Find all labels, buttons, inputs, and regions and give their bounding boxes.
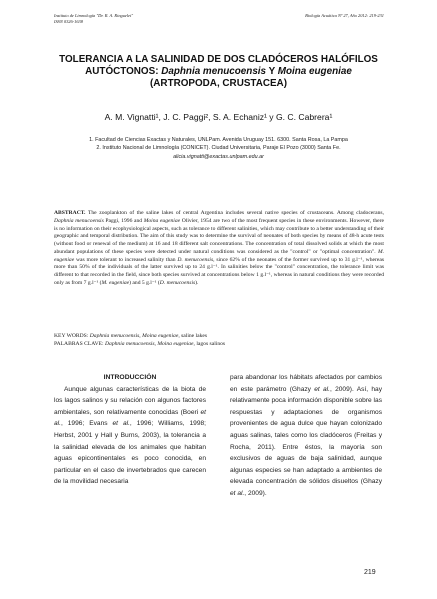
abstract-species: Moina eugeniae — [143, 217, 181, 224]
abstract-species: D. menucoensis — [177, 256, 214, 263]
author-email: alicia.vignatti@exactas.unlpam.edu.ar — [173, 153, 264, 160]
citation: Boeri — [182, 408, 201, 416]
journal-header-right: Biología Acuática Nº 27, Año 2012: 219-231 — [305, 13, 384, 18]
affiliation-1: 1. Facultad de Ciencias Exactas y Naturales, UNLPam. Avenida Uruguay 151. 6300. Santa Rosa, La Pampa — [89, 137, 348, 143]
intro-text: , 1996; Williams, 1998; Herbst, 2001 y Hall y Burns, 2003), la tolerancia a la salinidad elevada de los animales que habitan aguas epicontinentales es poco conocida, en particular en el caso de invertebrados que carecen de la movilidad necesaria — [54, 420, 206, 486]
palabras-clave — [54, 341, 384, 349]
body-column-left — [54, 372, 206, 488]
title-line-1: TOLERANCIA A LA SALINIDAD DE DOS CLADÓCEROS HALÓFILOS — [59, 54, 378, 65]
palabras-species: Daphnia menucoensis, Moina eugeniae — [104, 341, 194, 347]
issn: ISSN 0326-1638 — [54, 18, 83, 24]
abstract-species: D. menucoensis — [159, 279, 196, 286]
intro-text: , 1996; — [60, 420, 90, 428]
journal-header-left — [54, 13, 133, 24]
palabras-label: PALABRAS CLAVE: — [54, 341, 105, 347]
abstract-species: Daphnia menucoensis — [54, 217, 104, 224]
citation-etal: et al. — [112, 420, 130, 428]
intro-paragraph — [54, 384, 206, 488]
abstract-text: , since 62% of the neonates of the former survived up to 31 g.l⁻¹, whereas more than 50% of the individuals of the latter survived up to 24 g.l⁻¹. In salinities below the "control" concentration, the tolerance limit was different to that recorded in the field, since both species survived at concentrations below 1 g.l⁻¹, whereas in natural conditions they were recorded only as from 7 g.l⁻¹ ( — [54, 256, 384, 286]
article-title — [40, 54, 397, 91]
title-species-2: Moina eugeniae — [277, 66, 352, 78]
abstract-text: Paggi, 1996 and — [103, 217, 144, 224]
keywords-species: Daphnia menucoensis, Moina eugeniae — [89, 333, 179, 339]
keywords-rest: , saline lakes — [178, 333, 208, 339]
section-heading: INTRODUCCIÓN — [103, 374, 157, 381]
intro-text: , 2009). — [244, 489, 267, 497]
author-list: A. M. Vignatti¹, J. C. Paggi², S. A. Echaniz¹ y G. C. Cabrera¹ — [104, 112, 333, 122]
body-column-right — [230, 372, 382, 500]
title-line-3: (ARTROPODA, CRUSTACEA) — [150, 78, 287, 90]
keywords — [54, 333, 384, 341]
citation-etal: et al. — [230, 489, 245, 497]
affiliation-2: 2. Instituto Nacional de Limnología (CONICET). Ciudad Universitaria, Paraje El Pozo (3000) Santa Fe. — [96, 145, 341, 152]
abstract-species: M. eugeniae — [54, 248, 384, 263]
title-species-1: Daphnia menucoensis — [161, 66, 267, 78]
citation-etal: et al. — [314, 385, 330, 393]
intro-text: , 2009). Así, hay relativamente poca información disponible sobre las respuestas y adaptaciones de organismos provenientes de agua dulce que hayan colonizado aguas salinas, tales como los cladóceros (Freitas y Rocha, 2011). Entre éstos, la mayoría son exclusivos de aguas de baja salinidad, aunque algunas especies se han adaptado a ambientes de elevada concentración de sólidos disueltos (Ghazy — [230, 385, 382, 486]
citation: Evans — [89, 420, 113, 428]
abstract-text: was more tolerant to increased salinity than — [74, 256, 178, 263]
abstract-text: Olivier, 1954 are two of the most frequent species in these environments. However, there is no information on their ecophysiological aspects, such as tolerance to different salinities, which may contribute to a better understanding of their geographic and temporal distribution. The aim of this study was to determine the survival of neonates of both species by means of 48-h acute tests (without food or renewal of the medium) at 16 and 18 different salt concentrations. The concentration of total dissolved solids at which the most abundant populations of these species were detected under natural conditions was considered as the "control" or "optimal concentration". — [54, 217, 384, 255]
abstract-text: The zooplankton of the saline lakes of central Argentina includes several native species of crustaceans. Among cladocerans, — [85, 210, 384, 216]
page-number: 219 — [364, 569, 376, 576]
intro-paragraph-continued — [230, 372, 382, 500]
palabras-rest: , lagos salinos — [193, 341, 226, 347]
title-line-2 — [40, 66, 397, 78]
abstract-label: ABSTRACT. — [54, 210, 86, 216]
institute-name: Instituto de Limnología "Dr. R. A. Ringuelet" — [54, 13, 134, 18]
title-prefix: AUTÓCTONOS: — [85, 66, 162, 78]
affiliations — [85, 136, 352, 161]
citation-etal: et al. — [54, 408, 206, 428]
abstract-text: ). — [195, 279, 199, 286]
intro-text: para abandonar los hábitats afectados por cambios en este parámetro (Ghazy — [230, 374, 382, 393]
abstract-text: ) and 5 g.l⁻¹ ( — [129, 279, 160, 286]
keywords-label: KEY WORDS: — [54, 333, 90, 339]
abstract-species: M. eugeniae — [101, 279, 130, 286]
abstract — [54, 210, 384, 288]
intro-text: Aunque algunas características de la biota de los lagos salinos y su relación con algunos factores ambientales, son relativamente conocidas ( — [54, 385, 206, 416]
title-conjunction: Y — [266, 66, 278, 78]
